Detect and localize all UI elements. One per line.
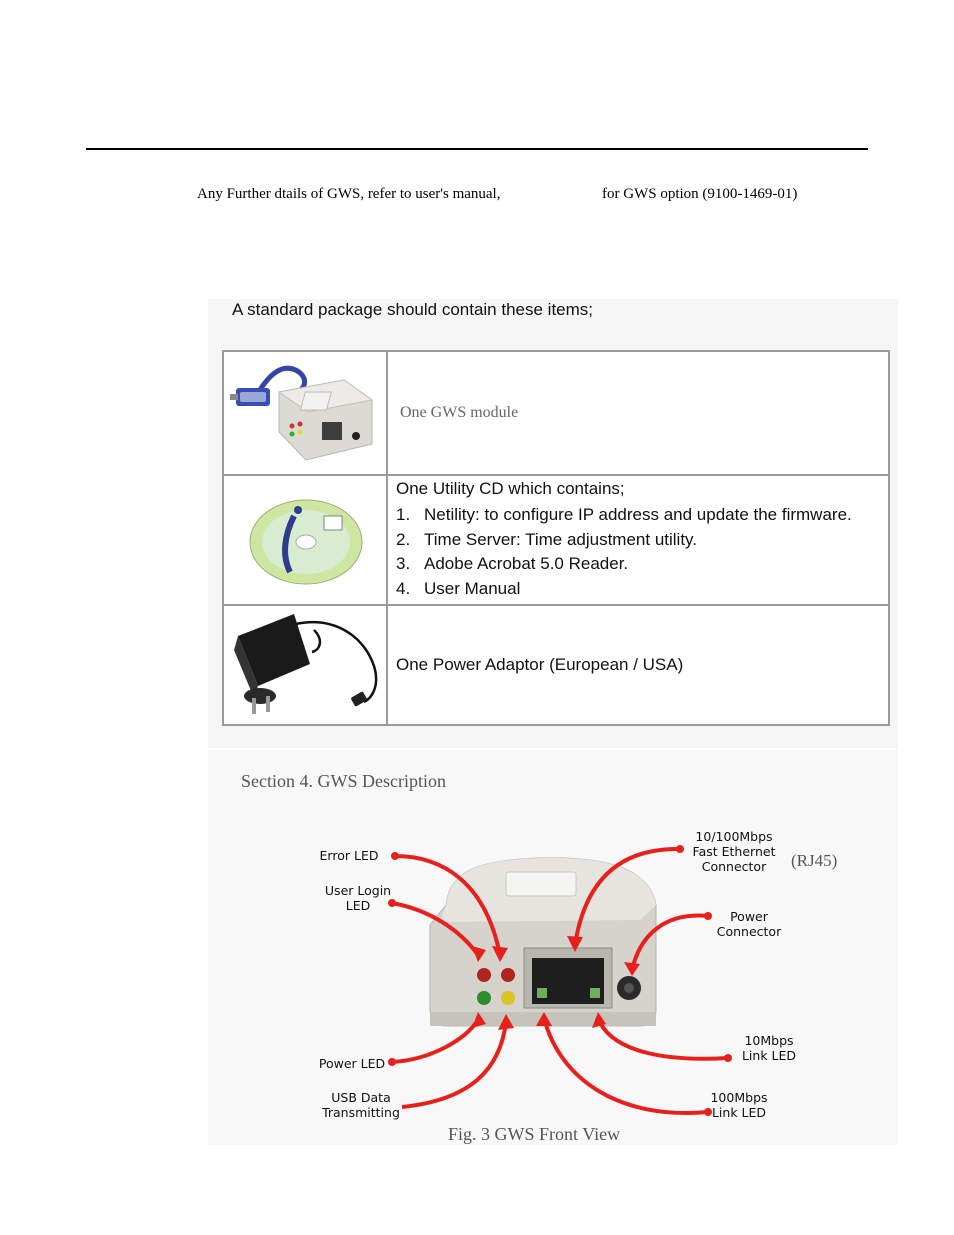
list-item: 2. Time Server: Time adjustment utility.	[396, 529, 698, 549]
list-item: 3. Adobe Acrobat 5.0 Reader.	[396, 554, 629, 573]
callout-user-login-led: User Login LED	[324, 883, 392, 913]
intro-text-left: Any Further dtails of GWS, refer to user's manual,	[197, 186, 501, 202]
list-item: 1. Netility: to configure IP address and update the firmware.	[396, 505, 852, 524]
intro-text-right: for GWS option (9100-1469-01)	[602, 186, 798, 202]
callout-100mbps-link-led: 100Mbps Link LED	[710, 1090, 768, 1120]
figure-caption: Fig. 3 GWS Front View	[448, 1124, 621, 1144]
section-title: Section 4. GWS Description	[241, 771, 446, 791]
list-item: 4. User Manual	[396, 578, 521, 598]
callout-error-led: Error LED	[319, 848, 379, 863]
gws-module-label: One GWS module	[400, 404, 519, 421]
package-heading: A standard package should contain these items;	[232, 300, 594, 319]
callout-usb-data: USB Data Transmitting	[322, 1090, 400, 1120]
utility-cd-title: One Utility CD which contains;	[396, 479, 625, 498]
callout-ethernet-connector: 10/100Mbps Fast Ethernet Connector	[692, 829, 776, 874]
callout-power-led: Power LED	[318, 1056, 386, 1071]
power-adaptor-label: One Power Adaptor (European / USA)	[396, 655, 684, 674]
callout-10mbps-link-led: 10Mbps Link LED	[741, 1033, 797, 1063]
rj45-label: (RJ45)	[791, 851, 838, 870]
callout-power-connector: Power Connector	[716, 909, 782, 939]
